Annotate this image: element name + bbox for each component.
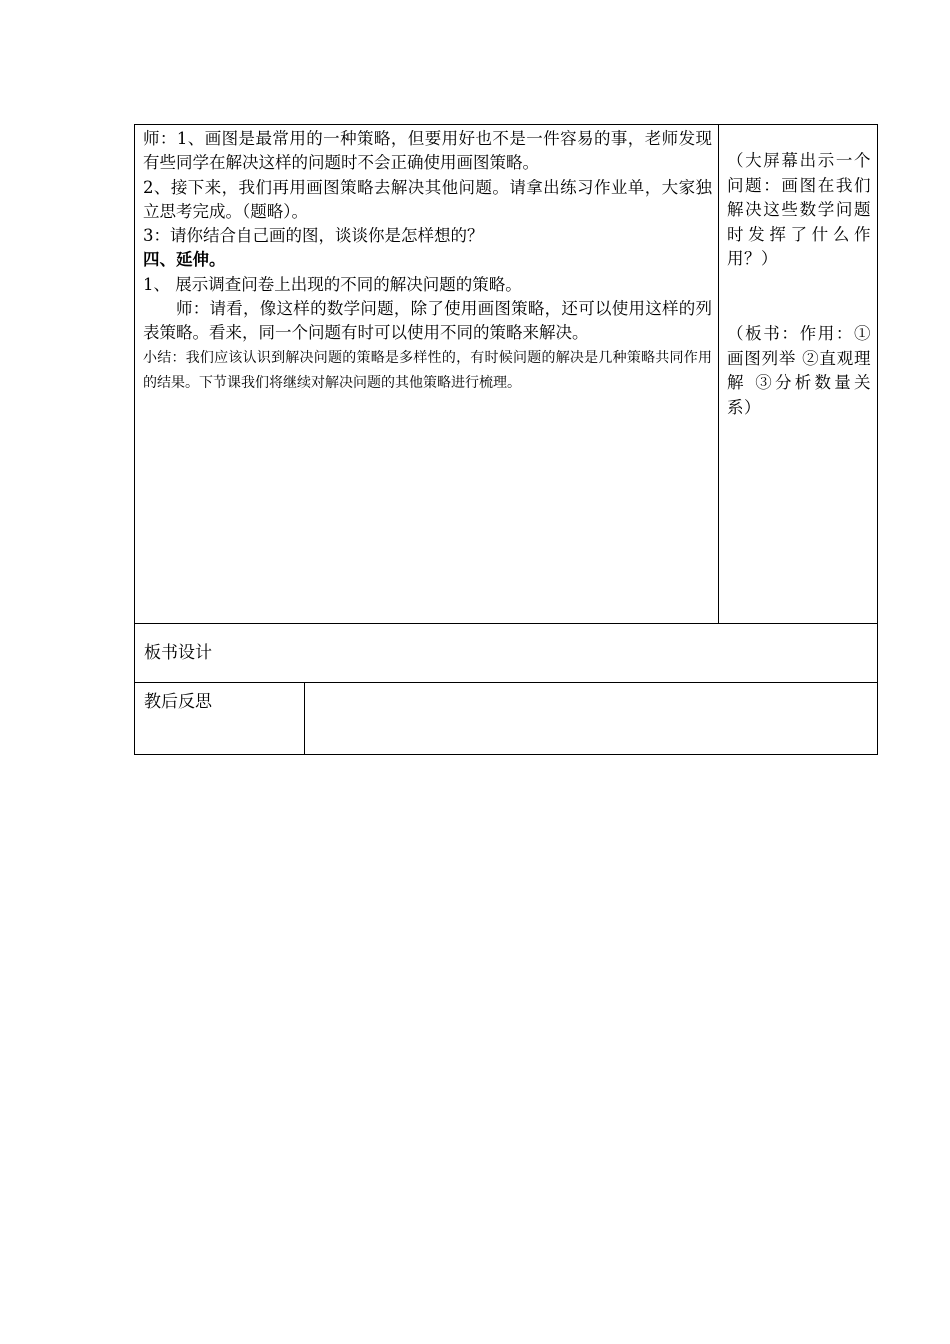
side-note-screen: （大屏幕出示一个问题：画图在我们解决这些数学问题时发挥了什么作用？） <box>727 151 871 269</box>
section-heading-extension: 四、延伸。 <box>143 250 226 270</box>
side-note-board: （板书：作用：①画图列举 ②直观理解 ③分析数量关系） <box>727 323 871 417</box>
process-line-3: 3：请你结合自己画的图，谈谈你是怎样想的？ <box>143 226 484 246</box>
process-line-2: 2、接下来，我们再用画图策略去解决其他问题。请拿出练习作业单，大家独立思考完成。（题略）。 <box>143 177 712 221</box>
process-line-4: 1、 展示调查问卷上出现的不同的解决问题的策略。 <box>143 274 522 294</box>
board-design-label: 板书设计 <box>144 643 212 663</box>
lesson-plan-table <box>134 124 878 755</box>
summary-line: 小结：我们应该认识到解决问题的策略是多样性的，有时候问题的解决是几种策略共同作用的结果。下节课我们将继续对解决问题的其他策略进行梳理。 <box>143 349 712 391</box>
process-line-1: 师：1、画图是最常用的一种策略，但要用好也不是一件容易的事，老师发现有些同学在解决这样的问题时不会正确使用画图策略。 <box>143 129 712 173</box>
side-notes-cell <box>719 125 878 624</box>
reflection-label-cell <box>135 683 305 755</box>
process-line-5: 师：请看，像这样的数学问题，除了使用画图策略，还可以使用这样的列表策略。看来，同一个问题有时可以使用不同的策略来解决。 <box>143 299 712 343</box>
reflection-label: 教后反思 <box>144 692 212 712</box>
teaching-process-cell <box>135 125 719 624</box>
reflection-content-cell <box>305 683 878 755</box>
board-design-row <box>135 624 878 683</box>
